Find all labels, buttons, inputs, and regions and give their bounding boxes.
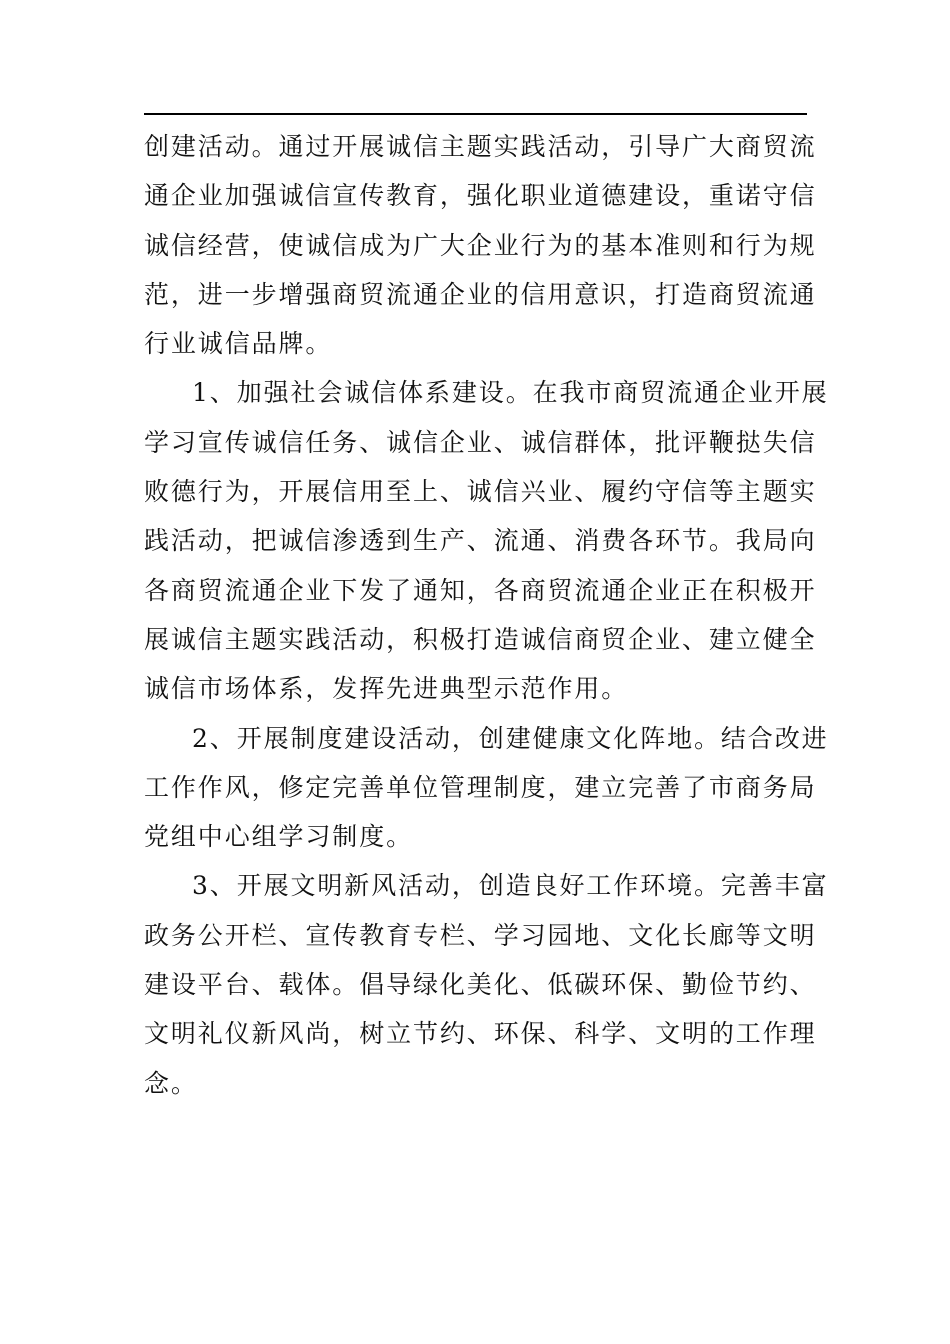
text-line: 念。 <box>144 1068 198 1098</box>
paragraph-2-first-line: 2、开展制度建设活动，创建健康文化阵地。结合改进 <box>192 723 829 753</box>
text-line: 创建活动。通过开展诚信主题实践活动，引导广大商贸流 <box>144 132 817 161</box>
text-line: 行业诚信品牌。 <box>144 329 333 359</box>
text-line: 学习宣传诚信任务、诚信企业、诚信群体，批评鞭挞失信 <box>144 427 817 457</box>
text-line: 党组中心组学习制度。 <box>144 822 414 852</box>
text-line: 败德行为，开展信用至上、诚信兴业、履约守信等主题实 <box>144 477 817 507</box>
text-line: 范，进一步增强商贸流通企业的信用意识，打造商贸流通 <box>144 279 817 309</box>
text-line: 政务公开栏、宣传教育专栏、学习园地、文化长廊等文明 <box>144 920 817 950</box>
text-line: 诚信市场体系，发挥先进典型示范作用。 <box>144 674 629 704</box>
text-line: 诚信经营，使诚信成为广大企业行为的基本准则和行为规 <box>144 230 817 260</box>
paragraph-1-first-line: 1、加强社会诚信体系建设。在我市商贸流通企业开展 <box>192 378 829 408</box>
text-line: 展诚信主题实践活动，积极打造诚信商贸企业、建立健全 <box>144 624 817 654</box>
header-rule <box>144 113 807 115</box>
document-body <box>144 122 829 1108</box>
text-line: 建设平台、载体。倡导绿化美化、低碳环保、勤俭节约、 <box>144 970 817 1000</box>
text-line: 践活动，把诚信渗透到生产、流通、消费各环节。我局向 <box>144 526 817 556</box>
text-line: 各商贸流通企业下发了通知，各商贸流通企业正在积极开 <box>144 575 817 605</box>
text-line: 通企业加强诚信宣传教育，强化职业道德建设，重诺守信 <box>144 181 817 211</box>
paragraph-3-first-line: 3、开展文明新风活动，创造良好工作环境。完善丰富 <box>192 871 829 901</box>
text-line: 文明礼仪新风尚，树立节约、环保、科学、文明的工作理 <box>144 1019 817 1049</box>
text-line: 工作作风，修定完善单位管理制度，建立完善了市商务局 <box>144 772 817 802</box>
